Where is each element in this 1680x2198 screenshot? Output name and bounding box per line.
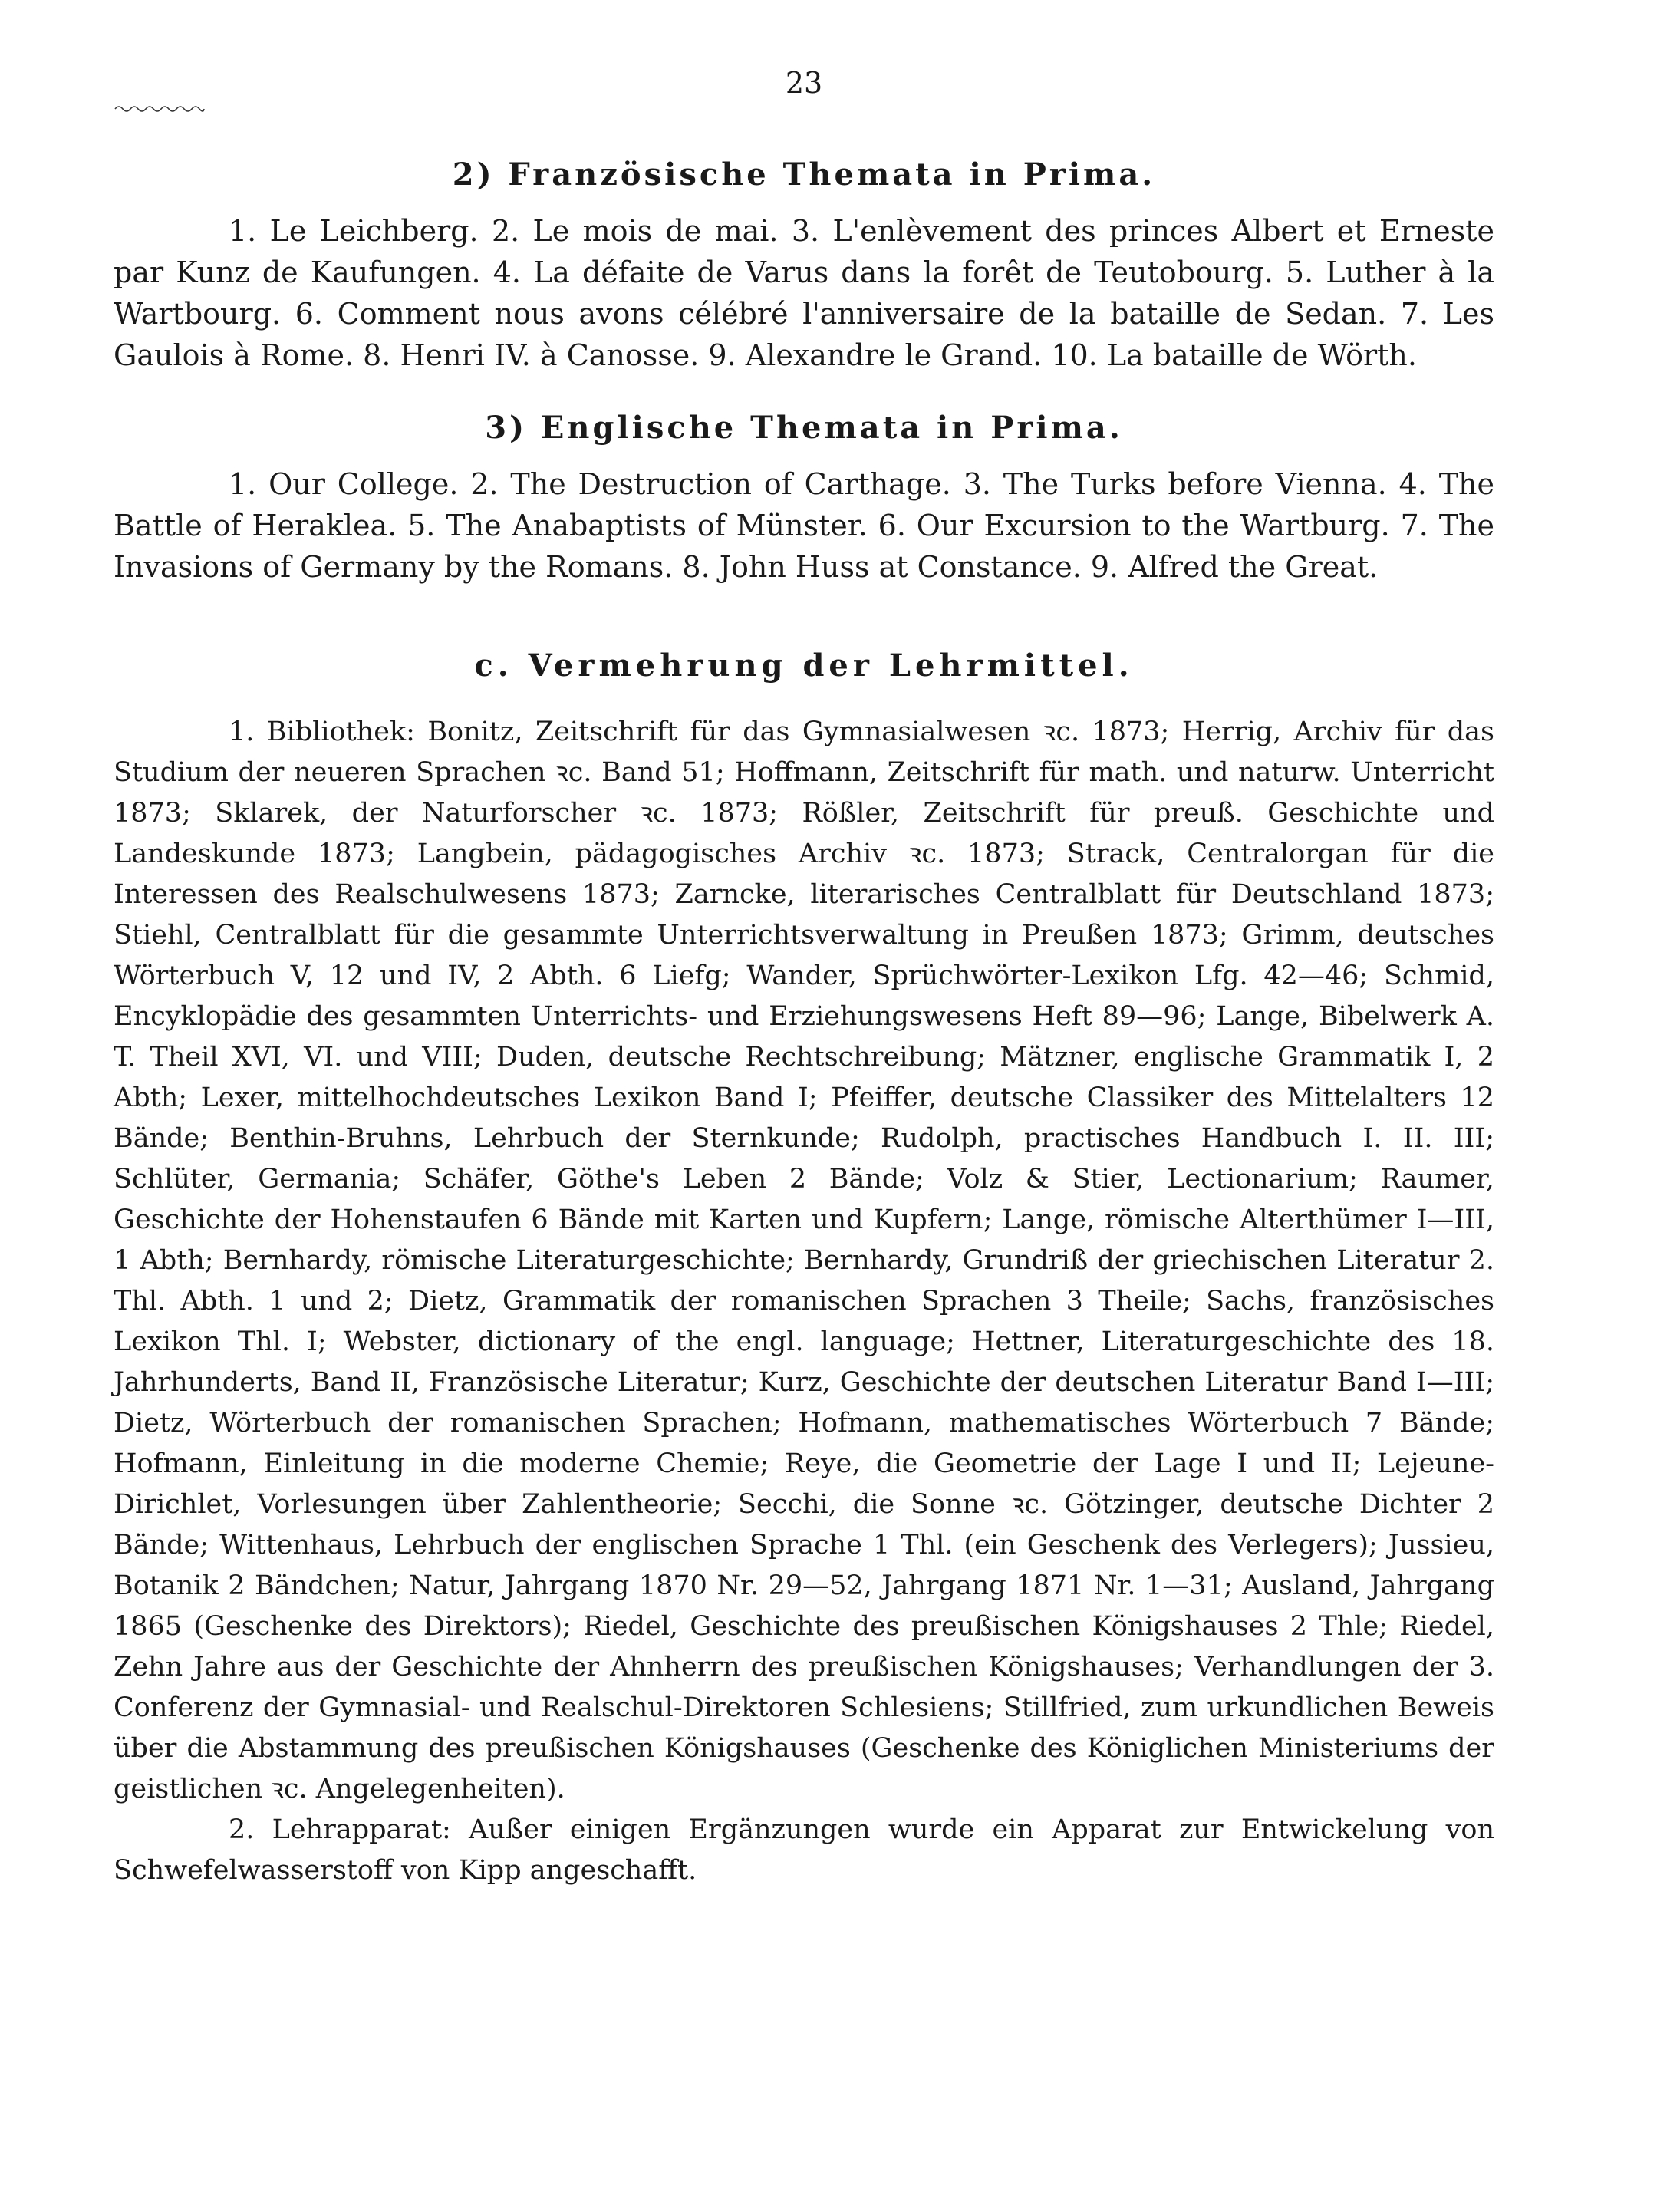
english-themes-heading: 3) Englische Themata in Prima. [485, 410, 1123, 446]
document-page [114, 61, 1494, 1891]
english-themes-list [114, 463, 1494, 588]
english-themes-text: 1. Our College. 2. The Destruction of Carthage. 3. The Turks before Vienna. 4. The Battle of Heraklea. 5. The Anabaptists of Münster. 6. Our Excursion to the Wartburg. 7. The Invasions of Germany by the Romans. 8. John Huss at Constance. 9. Alfred the Great. [114, 467, 1494, 584]
page-number: 23 [785, 66, 823, 100]
library-text: 1. Bibliothek: Bonitz, Zeitschrift für das Gymnasialwesen ꝛc. 1873; Herrig, Archiv für das Studium der neueren Sprachen ꝛc. Band 51; Hoffmann, Zeitschrift für math. und naturw. Unterricht 1873; Sklarek, der Naturforscher ꝛc. 1873; Rößler, Zeitschrift für preuß. Geschichte und Landeskunde 1873; Langbein, pädagogisches Archiv ꝛc. 1873; Strack, Centralorgan für die Interessen des Realschulwesens 1873; Zarncke, literarisches Centralblatt für Deutschland 1873; Stiehl, Centralblatt für die gesammte Unterrichtsverwaltung in Preußen 1873; Grimm, deutsches Wörterbuch V, 12 und IV, 2 Abth. 6 Liefg; Wander, Sprüchwörter-Lexikon Lfg. 42—46; Schmid, Encyklopädie des gesammten Unterrichts- und Erziehungswesens Heft 89—96; Lange, Bibelwerk A. T. Theil XVI, VI. und VIII; Duden, deutsche Rechtschreibung; Mätzner, englische Grammatik I, 2 Abth; Lexer, mittelhochdeutsches Lexikon Band I; Pfeiffer, deutsche Classiker des Mittelalters 12 Bände; Benthin-Bruhns, Lehrbuch der Sternkunde; Rudolph, practisches Handbuch I. II. III; Schlüter, Germania; Schäfer, Göthe's Leben 2 Bände; Volz & Stier, Lectionarium; Raumer, Geschichte der Hohenstaufen 6 Bände mit Karten und Kupfern; Lange, römische Alterthümer I—III, 1 Abth; Bernhardy, römische Literaturgeschichte; Bernhardy, Grundriß der griechischen Literatur 2. Thl. Abth. 1 und 2; Dietz, Grammatik der romanischen Sprachen 3 Theile; Sachs, französisches Lexikon Thl. I; Webster, dictionary of the engl. language; Hettner, Literaturgeschichte des 18. Jahrhunderts, Band II, Französische Literatur; Kurz, Geschichte der deutschen Literatur Band I—III; Dietz, Wörterbuch der romanischen Sprachen; Hofmann, mathematisches Wörterbuch 7 Bände; Hofmann, Einleitung in die moderne Chemie; Reye, die Geometrie der Lage I und II; Lejeune-Dirichlet, Vorlesungen über Zahlentheorie; Secchi, die Sonne ꝛc. Götzinger, deutsche Dichter 2 Bände; Wittenhaus, Lehrbuch der englischen Sprache 1 Thl. (ein Geschenk des Verlegers); Jussieu, Botanik 2 Bändchen; Natur, Jahrgang 1870 Nr. 29—52, Jahrgang 1871 Nr. 1—31; Ausland, Jahrgang 1865 (Geschenke des Direktors); Riedel, Geschichte des preußischen Königshauses 2 Thle; Riedel, Zehn Jahre aus der Geschichte der Ahnherrn des preußischen Königshauses; Verhandlungen der 3. Conferenz der Gymnasial- und Realschul-Direktoren Schlesiens; Stillfried, zum urkundlichen Beweis über die Abstammung des preußischen Königshauses (Geschenke des Königlichen Ministeriums der geistlichen ꝛc. Angelegenheiten). [114, 717, 1494, 1804]
french-themes-list [114, 210, 1494, 376]
apparatus-text: 2. Lehrapparat: Außer einigen Ergänzungen wurde ein Apparat zur Entwickelung von Schwefelwasserstoff von Kipp angeschafft. [114, 1814, 1494, 1886]
french-themes-text: 1. Le Leichberg. 2. Le mois de mai. 3. L'enlèvement des princes Albert et Erneste par Kunz de Kaufungen. 4. La défaite de Varus dans la forêt de Teutobourg. 5. Luther à la Wartbourg. 6. Comment nous avons célébré l'anniversaire de la bataille de Sedan. 7. Les Gaulois à Rome. 8. Henri IV. à Canosse. 9. Alexandre le Grand. 10. La bataille de Wörth. [114, 214, 1494, 372]
french-themes-heading: 2) Französische Themata in Prima. [452, 157, 1156, 193]
library-paragraph [114, 712, 1494, 1810]
apparatus-paragraph [114, 1810, 1494, 1891]
teaching-aids-heading: c. Vermehrung der Lehrmittel. [474, 648, 1134, 684]
page-number-ornament [114, 104, 206, 114]
